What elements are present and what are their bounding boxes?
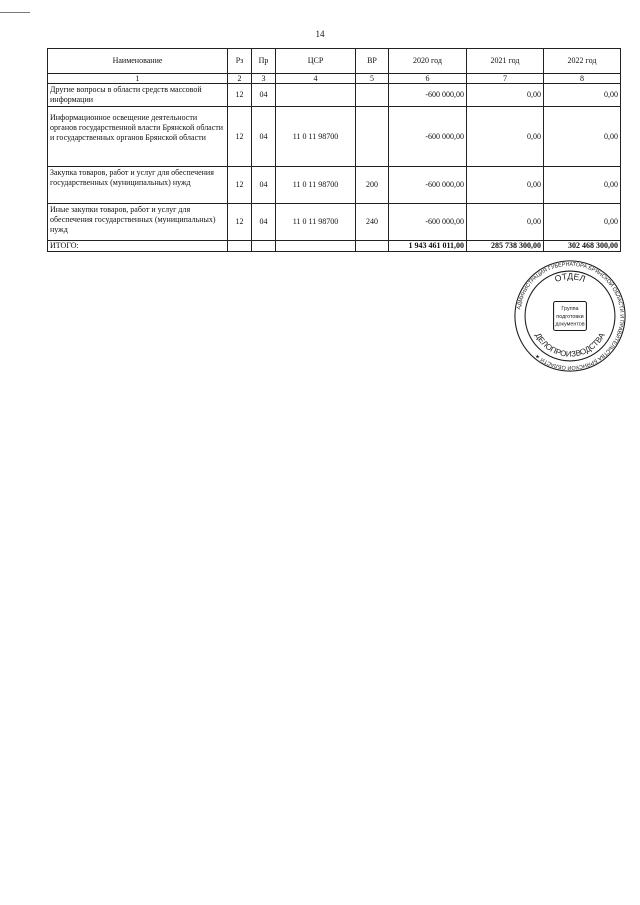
- header-name: Наименование: [48, 49, 228, 74]
- table-row: [48, 84, 621, 107]
- row-2021: 0,00: [467, 107, 544, 167]
- row-name: Информационное освещение деятельности органов государственной власти Брянской области и государственных органов Брянской области: [48, 107, 228, 167]
- row-2021: 0,00: [467, 84, 544, 107]
- stamp-center-line: документов: [555, 321, 585, 328]
- total-2021: 285 738 300,00: [467, 241, 544, 252]
- row-vr: [356, 84, 389, 107]
- table-row: [48, 167, 621, 204]
- row-csr: [276, 84, 356, 107]
- row-2021: 0,00: [467, 204, 544, 241]
- row-2022: 0,00: [544, 167, 621, 204]
- stamp-outer-text: АДМИНИСТРАЦИЯ ГУБЕРНАТОРА БРЯНСКОЙ ОБЛАСТИ И ПРАВИТЕЛЬСТВА БРЯНСКОЙ ОБЛАСТИ ★: [516, 261, 625, 371]
- budget-table: [47, 48, 621, 252]
- header-vr: ВР: [356, 49, 389, 74]
- row-2020: -600 000,00: [389, 107, 467, 167]
- header-csr: ЦСР: [276, 49, 356, 74]
- column-number: 6: [389, 74, 467, 84]
- row-pr: 04: [252, 204, 276, 241]
- column-number: 4: [276, 74, 356, 84]
- office-stamp: [512, 258, 628, 374]
- header-row: [48, 49, 621, 74]
- page-number: 14: [315, 29, 325, 39]
- row-pr: 04: [252, 107, 276, 167]
- total-row: [48, 241, 621, 252]
- row-pr: 04: [252, 167, 276, 204]
- stamp-arc-top: ОТДЕЛ: [553, 271, 587, 284]
- column-number: 3: [252, 74, 276, 84]
- total-label: ИТОГО:: [48, 241, 228, 252]
- row-csr: 11 0 11 98700: [276, 204, 356, 241]
- column-number: 1: [48, 74, 228, 84]
- row-2022: 0,00: [544, 107, 621, 167]
- row-2021: 0,00: [467, 167, 544, 204]
- row-2020: -600 000,00: [389, 84, 467, 107]
- stamp-arc-bottom: ДЕЛОПРОИЗВОДСТВА: [533, 331, 607, 359]
- total-2020: 1 943 461 011,00: [389, 241, 467, 252]
- row-vr: 200: [356, 167, 389, 204]
- row-name: Закупка товаров, работ и услуг для обеспечения государственных (муниципальных) нужд: [48, 167, 228, 204]
- table-row: [48, 204, 621, 241]
- margin-mark: [0, 12, 30, 13]
- row-csr: 11 0 11 98700: [276, 107, 356, 167]
- stamp-center-line: Группа: [561, 306, 579, 313]
- row-2022: 0,00: [544, 84, 621, 107]
- header-pr: Пр: [252, 49, 276, 74]
- row-vr: [356, 107, 389, 167]
- table-row: [48, 107, 621, 167]
- row-csr: 11 0 11 98700: [276, 167, 356, 204]
- row-vr: 240: [356, 204, 389, 241]
- column-number: 8: [544, 74, 621, 84]
- row-2020: -600 000,00: [389, 167, 467, 204]
- header-rz: Рз: [228, 49, 252, 74]
- column-number: 5: [356, 74, 389, 84]
- row-rz: 12: [228, 167, 252, 204]
- row-rz: 12: [228, 107, 252, 167]
- column-number: 7: [467, 74, 544, 84]
- header-2020: 2020 год: [389, 49, 467, 74]
- header-2021: 2021 год: [467, 49, 544, 74]
- row-rz: 12: [228, 204, 252, 241]
- column-number: 2: [228, 74, 252, 84]
- total-2022: 302 468 300,00: [544, 241, 621, 252]
- row-name: Иные закупки товаров, работ и услуг для обеспечения государственных (муниципальных) нужд: [48, 204, 228, 241]
- row-2022: 0,00: [544, 204, 621, 241]
- row-rz: 12: [228, 84, 252, 107]
- row-name: Другие вопросы в области средств массовой информации: [48, 84, 228, 107]
- header-2022: 2022 год: [544, 49, 621, 74]
- row-2020: -600 000,00: [389, 204, 467, 241]
- column-number-row: [48, 74, 621, 84]
- stamp-center-line: подготовки: [556, 313, 584, 320]
- row-pr: 04: [252, 84, 276, 107]
